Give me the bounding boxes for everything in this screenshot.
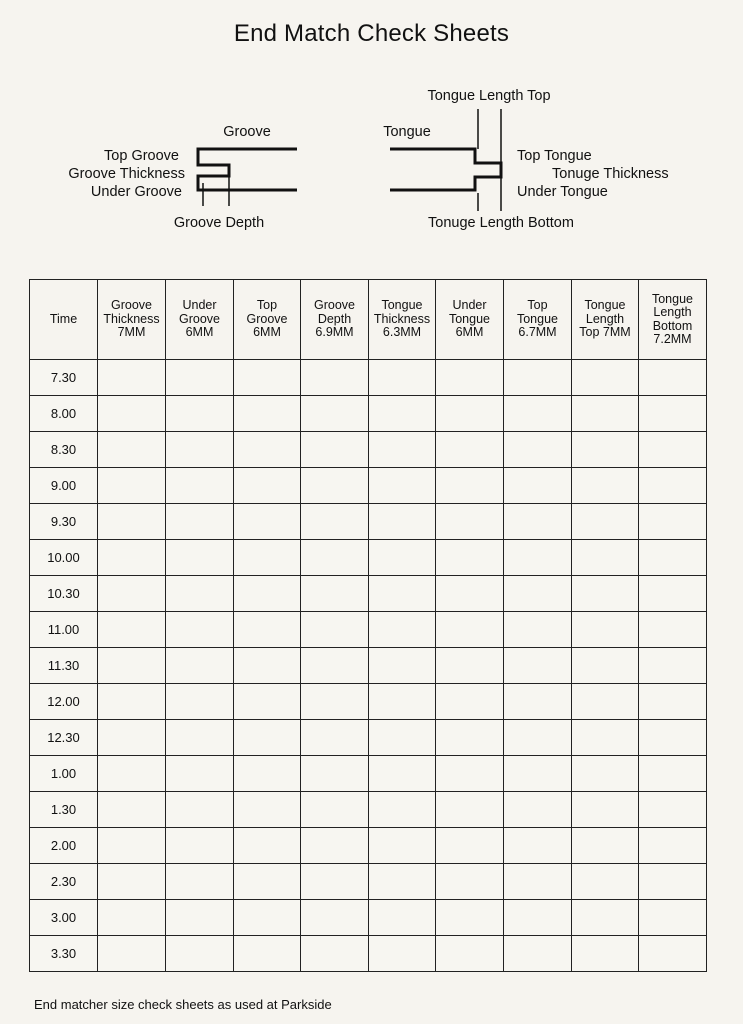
entry-cell[interactable] [98, 936, 166, 972]
column-header-line: 6MM [185, 325, 214, 340]
column-header-line: Groove [246, 311, 288, 326]
entry-cell[interactable] [504, 756, 572, 792]
entry-cell[interactable] [98, 396, 166, 432]
entry-cell[interactable] [436, 360, 504, 396]
entry-cell[interactable] [234, 468, 301, 504]
entry-cell[interactable] [234, 684, 301, 720]
entry-cell[interactable] [369, 900, 436, 936]
entry-cell[interactable] [166, 936, 234, 972]
column-header [234, 280, 301, 360]
column-header-line: 6.3MM [382, 325, 422, 340]
entry-cell[interactable] [301, 828, 369, 864]
entry-cell[interactable] [572, 612, 639, 648]
entry-cell[interactable] [234, 540, 301, 576]
entry-cell[interactable] [504, 864, 572, 900]
entry-cell[interactable] [436, 792, 504, 828]
entry-cell[interactable] [234, 504, 301, 540]
entry-cell[interactable] [166, 612, 234, 648]
entry-cell[interactable] [166, 360, 234, 396]
entry-cell[interactable] [369, 360, 436, 396]
entry-cell[interactable] [98, 792, 166, 828]
entry-cell[interactable] [166, 648, 234, 684]
column-header-line: Time [49, 311, 78, 326]
column-header-line: Bottom [652, 318, 693, 333]
entry-cell[interactable] [301, 720, 369, 756]
entry-cell[interactable] [572, 432, 639, 468]
entry-cell[interactable] [301, 396, 369, 432]
column-header [369, 280, 436, 360]
entry-cell[interactable] [98, 468, 166, 504]
column-header-line: Thickness [103, 311, 160, 326]
time-cell: 8.30 [30, 432, 98, 468]
table-header-row [30, 280, 707, 360]
entry-cell[interactable] [369, 720, 436, 756]
column-header-line: Tongue [516, 311, 558, 326]
entry-cell[interactable] [369, 864, 436, 900]
time-cell: 7.30 [30, 360, 98, 396]
entry-cell[interactable] [369, 396, 436, 432]
column-header [166, 280, 234, 360]
entry-cell[interactable] [234, 360, 301, 396]
entry-cell[interactable] [369, 504, 436, 540]
groove-depth-label: Groove Depth [173, 215, 265, 231]
entry-cell[interactable] [572, 720, 639, 756]
entry-cell[interactable] [166, 504, 234, 540]
column-header-line: Thickness [373, 311, 431, 326]
entry-cell[interactable] [504, 720, 572, 756]
entry-cell[interactable] [234, 828, 301, 864]
entry-cell[interactable] [369, 468, 436, 504]
time-cell: 11.00 [30, 612, 98, 648]
entry-cell[interactable] [98, 612, 166, 648]
entry-cell[interactable] [504, 468, 572, 504]
entry-cell[interactable] [504, 684, 572, 720]
column-header-line: Depth [317, 311, 352, 326]
entry-cell[interactable] [166, 576, 234, 612]
entry-cell[interactable] [166, 864, 234, 900]
under-tongue-label: Under Tongue [517, 184, 608, 200]
column-header-line: Tongue [584, 298, 626, 313]
entry-cell[interactable] [369, 432, 436, 468]
tongue-thickness-label: Tonuge Thickness [552, 166, 669, 182]
table-body [30, 360, 707, 972]
entry-cell[interactable] [639, 864, 707, 900]
entry-cell[interactable] [639, 540, 707, 576]
entry-cell[interactable] [639, 756, 707, 792]
column-header-line: Length [653, 305, 692, 319]
entry-cell[interactable] [166, 828, 234, 864]
entry-cell[interactable] [98, 432, 166, 468]
entry-cell[interactable] [98, 828, 166, 864]
under-groove-label: Under Groove [90, 184, 182, 200]
time-cell: 12.30 [30, 720, 98, 756]
entry-cell[interactable] [572, 936, 639, 972]
column-header [572, 280, 639, 360]
entry-cell[interactable] [572, 576, 639, 612]
column-header-line: 6MM [253, 325, 281, 340]
entry-cell[interactable] [301, 432, 369, 468]
column-header-line: Top [256, 298, 278, 313]
entry-cell[interactable] [436, 468, 504, 504]
entry-cell[interactable] [504, 504, 572, 540]
entry-cell[interactable] [639, 792, 707, 828]
time-cell: 12.00 [30, 684, 98, 720]
table-row [30, 792, 707, 828]
column-header-line: Groove [314, 298, 355, 313]
entry-cell[interactable] [234, 756, 301, 792]
entry-cell[interactable] [301, 648, 369, 684]
entry-cell[interactable] [639, 360, 707, 396]
entry-cell[interactable] [234, 864, 301, 900]
groove-thickness-label: Groove Thickness [68, 166, 185, 182]
time-cell: 1.00 [30, 756, 98, 792]
table-row [30, 756, 707, 792]
time-cell: 8.00 [30, 396, 98, 432]
entry-cell[interactable] [166, 396, 234, 432]
entry-cell[interactable] [98, 720, 166, 756]
entry-cell[interactable] [504, 792, 572, 828]
time-cell: 10.30 [30, 576, 98, 612]
entry-cell[interactable] [572, 792, 639, 828]
entry-cell[interactable] [504, 360, 572, 396]
column-header-time [30, 280, 98, 360]
entry-cell[interactable] [301, 504, 369, 540]
table-row [30, 504, 707, 540]
entry-cell[interactable] [436, 540, 504, 576]
entry-cell[interactable] [572, 828, 639, 864]
entry-cell[interactable] [436, 756, 504, 792]
check-sheet-table [29, 279, 707, 972]
tongue-length-top-label: Tongue Length Top [427, 88, 551, 104]
entry-cell[interactable] [504, 396, 572, 432]
column-header [436, 280, 504, 360]
entry-cell[interactable] [98, 360, 166, 396]
entry-cell[interactable] [234, 576, 301, 612]
entry-cell[interactable] [639, 900, 707, 936]
column-header-line: Top [527, 298, 548, 313]
column-header-line: Length [585, 311, 625, 326]
entry-cell[interactable] [639, 396, 707, 432]
entry-cell[interactable] [301, 900, 369, 936]
column-header-line: Under [182, 298, 217, 313]
table-row [30, 864, 707, 900]
entry-cell[interactable] [301, 360, 369, 396]
entry-cell[interactable] [369, 576, 436, 612]
entry-cell[interactable] [369, 684, 436, 720]
entry-cell[interactable] [234, 648, 301, 684]
column-header [639, 280, 707, 360]
entry-cell[interactable] [369, 648, 436, 684]
time-cell: 2.00 [30, 828, 98, 864]
table-row [30, 900, 707, 936]
groove-profile [198, 149, 297, 206]
table-row [30, 468, 707, 504]
column-header-line: Top 7MM [579, 325, 631, 340]
time-cell: 9.30 [30, 504, 98, 540]
entry-cell[interactable] [436, 396, 504, 432]
entry-cell[interactable] [436, 648, 504, 684]
time-cell: 11.30 [30, 648, 98, 684]
entry-cell[interactable] [301, 684, 369, 720]
entry-cell[interactable] [639, 720, 707, 756]
entry-cell[interactable] [234, 792, 301, 828]
column-header [504, 280, 572, 360]
page-title: End Match Check Sheets [233, 20, 510, 47]
entry-cell[interactable] [504, 828, 572, 864]
entry-cell[interactable] [436, 684, 504, 720]
table-row [30, 540, 707, 576]
entry-cell[interactable] [639, 612, 707, 648]
entry-cell[interactable] [166, 792, 234, 828]
entry-cell[interactable] [572, 900, 639, 936]
column-header [98, 280, 166, 360]
column-header-line: Tongue [448, 311, 490, 326]
footer-caption: End matcher size check sheets as used at Parkside [34, 997, 332, 1012]
entry-cell[interactable] [301, 468, 369, 504]
entry-cell[interactable] [301, 612, 369, 648]
entry-cell[interactable] [98, 900, 166, 936]
entry-cell[interactable] [436, 900, 504, 936]
entry-cell[interactable] [639, 684, 707, 720]
entry-cell[interactable] [166, 540, 234, 576]
entry-cell[interactable] [639, 828, 707, 864]
table-row [30, 720, 707, 756]
entry-cell[interactable] [98, 864, 166, 900]
column-header-line: Tongue [381, 298, 423, 313]
entry-cell[interactable] [572, 864, 639, 900]
entry-cell[interactable] [639, 504, 707, 540]
time-cell: 3.00 [30, 900, 98, 936]
entry-cell[interactable] [572, 504, 639, 540]
entry-cell[interactable] [234, 432, 301, 468]
entry-cell[interactable] [301, 756, 369, 792]
entry-cell[interactable] [301, 864, 369, 900]
entry-cell[interactable] [572, 684, 639, 720]
entry-cell[interactable] [436, 612, 504, 648]
column-header-line: 6.9MM [315, 325, 354, 340]
entry-cell[interactable] [234, 936, 301, 972]
entry-cell[interactable] [166, 756, 234, 792]
entry-cell[interactable] [572, 360, 639, 396]
table-row [30, 648, 707, 684]
entry-cell[interactable] [572, 756, 639, 792]
entry-cell[interactable] [436, 576, 504, 612]
entry-cell[interactable] [572, 396, 639, 432]
column-header-line: 6MM [455, 325, 484, 340]
time-cell: 10.00 [30, 540, 98, 576]
groove-heading: Groove [223, 124, 271, 140]
entry-cell[interactable] [436, 828, 504, 864]
column-header-line: Tongue [651, 291, 693, 306]
entry-cell[interactable] [436, 936, 504, 972]
entry-cell[interactable] [572, 540, 639, 576]
entry-cell[interactable] [369, 828, 436, 864]
entry-cell[interactable] [436, 720, 504, 756]
entry-cell[interactable] [369, 792, 436, 828]
entry-cell[interactable] [166, 432, 234, 468]
time-cell: 9.00 [30, 468, 98, 504]
entry-cell[interactable] [234, 396, 301, 432]
entry-cell[interactable] [436, 432, 504, 468]
table-row [30, 576, 707, 612]
entry-cell[interactable] [639, 468, 707, 504]
entry-cell[interactable] [504, 576, 572, 612]
entry-cell[interactable] [504, 612, 572, 648]
entry-cell[interactable] [504, 540, 572, 576]
entry-cell[interactable] [166, 468, 234, 504]
entry-cell[interactable] [504, 432, 572, 468]
entry-cell[interactable] [572, 648, 639, 684]
entry-cell[interactable] [504, 648, 572, 684]
entry-cell[interactable] [301, 936, 369, 972]
entry-cell[interactable] [504, 900, 572, 936]
table-row [30, 828, 707, 864]
time-cell: 1.30 [30, 792, 98, 828]
entry-cell[interactable] [234, 612, 301, 648]
entry-cell[interactable] [98, 540, 166, 576]
entry-cell[interactable] [369, 756, 436, 792]
table-row [30, 432, 707, 468]
entry-cell[interactable] [436, 864, 504, 900]
table-row [30, 360, 707, 396]
tongue-length-bottom-label: Tonuge Length Bottom [428, 215, 574, 231]
tongue-heading: Tongue [383, 124, 431, 140]
entry-cell[interactable] [369, 612, 436, 648]
entry-cell[interactable] [369, 540, 436, 576]
time-cell: 2.30 [30, 864, 98, 900]
entry-cell[interactable] [436, 504, 504, 540]
column-header-line: 6.7MM [518, 325, 557, 340]
entry-cell[interactable] [369, 936, 436, 972]
entry-cell[interactable] [234, 900, 301, 936]
entry-cell[interactable] [639, 432, 707, 468]
entry-cell[interactable] [98, 684, 166, 720]
entry-cell[interactable] [572, 468, 639, 504]
column-header-line: 7.2MM [653, 332, 692, 346]
column-header [301, 280, 369, 360]
time-cell: 3.30 [30, 936, 98, 972]
entry-cell[interactable] [504, 936, 572, 972]
entry-cell[interactable] [639, 576, 707, 612]
top-tongue-label: Top Tongue [517, 148, 592, 164]
entry-cell[interactable] [98, 756, 166, 792]
entry-cell[interactable] [301, 576, 369, 612]
entry-cell[interactable] [166, 684, 234, 720]
entry-cell[interactable] [166, 720, 234, 756]
entry-cell[interactable] [301, 540, 369, 576]
column-header-line: Groove [179, 311, 220, 326]
column-header-line: 7MM [117, 325, 146, 340]
entry-cell[interactable] [98, 648, 166, 684]
column-header-line: Under [452, 298, 487, 313]
column-header-line: Groove [111, 298, 152, 313]
table-row [30, 612, 707, 648]
entry-cell[interactable] [234, 720, 301, 756]
entry-cell[interactable] [639, 648, 707, 684]
end-match-diagram [0, 0, 743, 260]
entry-cell[interactable] [166, 900, 234, 936]
entry-cell[interactable] [98, 576, 166, 612]
top-groove-label: Top Groove [104, 148, 179, 164]
entry-cell[interactable] [639, 936, 707, 972]
table-row [30, 396, 707, 432]
entry-cell[interactable] [301, 792, 369, 828]
table-row [30, 684, 707, 720]
table-row [30, 936, 707, 972]
entry-cell[interactable] [98, 504, 166, 540]
